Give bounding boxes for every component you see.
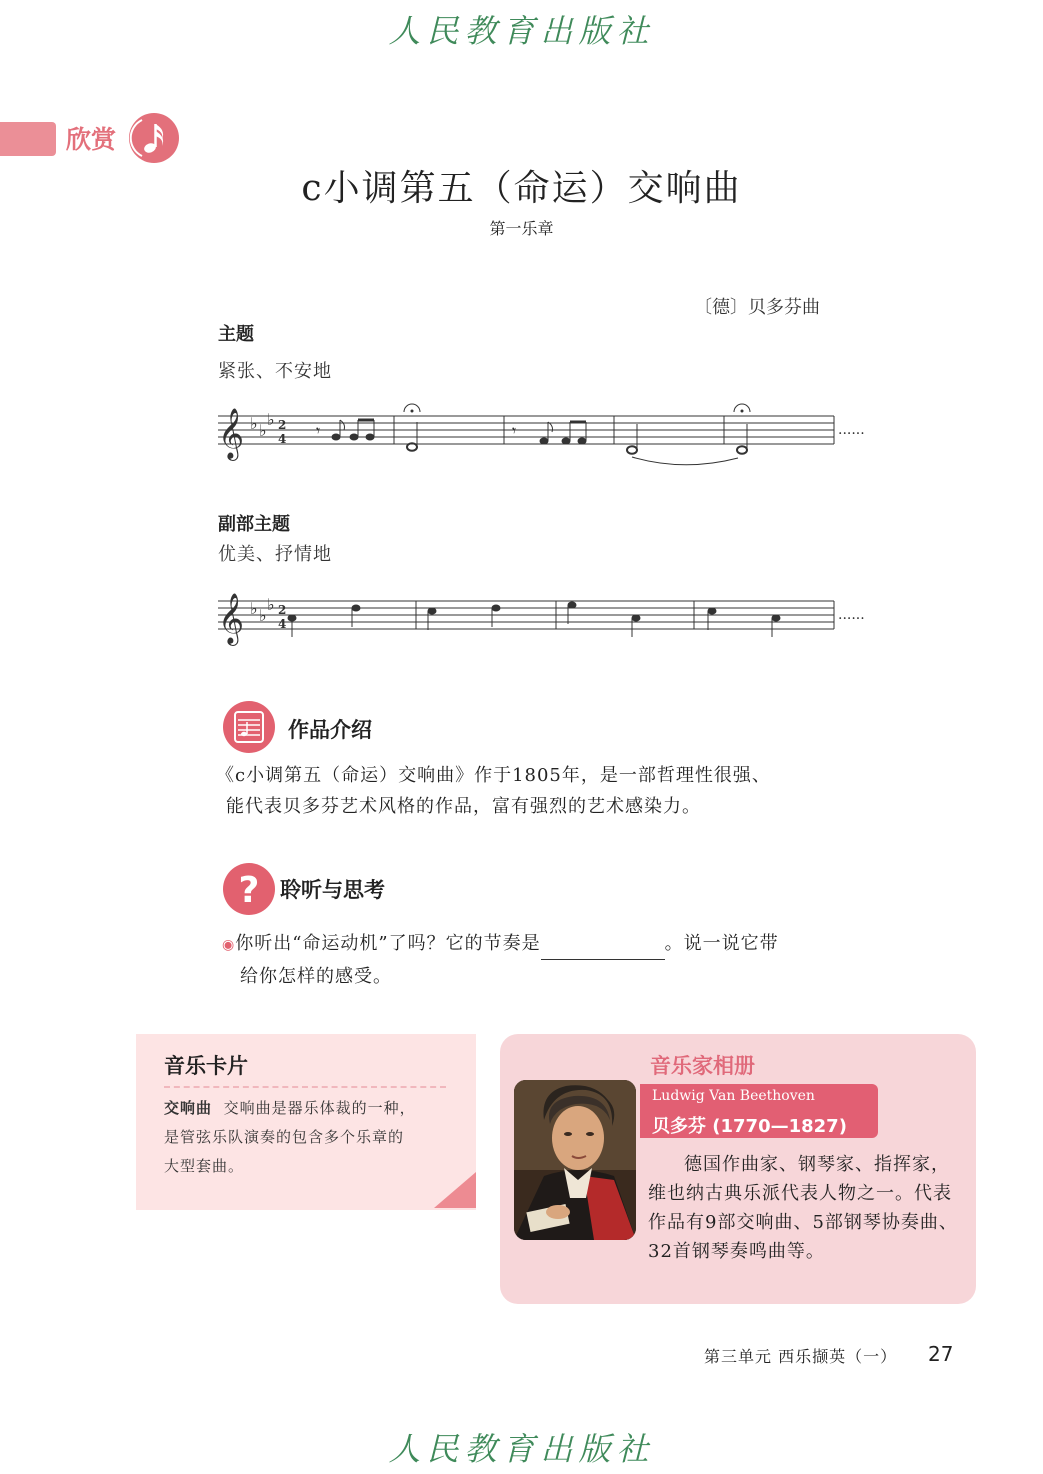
page-title: c小调第五（命运）交响曲 — [301, 168, 742, 209]
page-number: 27 — [928, 1342, 954, 1366]
svg-text:♭: ♭ — [250, 414, 258, 433]
music-card-body — [164, 1094, 454, 1181]
secondary-theme-staff — [214, 585, 874, 655]
svg-text:4: 4 — [278, 432, 287, 446]
svg-text:♭: ♭ — [250, 599, 258, 618]
footer-unit: 第三单元 西乐撷英（一） — [704, 1347, 898, 1366]
scroll-icon — [222, 700, 276, 754]
svg-text:♭: ♭ — [267, 595, 275, 614]
svg-text:......: ...... — [838, 607, 865, 623]
answer-blank — [541, 928, 665, 960]
svg-text:♭: ♭ — [259, 421, 267, 440]
intro-heading: 作品介绍 — [288, 718, 372, 742]
svg-text:♭: ♭ — [259, 606, 267, 625]
question-bullet: ◉ — [222, 937, 236, 953]
music-card-line-1: 交响曲是器乐体裁的一种， — [223, 1099, 416, 1117]
intro-line-1: 《c小调第五（命运）交响曲》作于1805年，是一部哲理性很强、 — [216, 765, 771, 786]
svg-text:𝄾: 𝄾 — [316, 421, 321, 440]
svg-text:2: 2 — [278, 418, 287, 432]
music-note-icon — [128, 112, 180, 164]
svg-text:♭: ♭ — [267, 410, 275, 429]
question-line-1b: 。说一说它带 — [664, 933, 779, 954]
page-subtitle: 第一乐章 — [489, 219, 554, 238]
question-line-2: 给你怎样的感受。 — [240, 966, 392, 987]
music-card-fold — [434, 1172, 476, 1208]
question-heading: 聆听与思考 — [280, 878, 385, 902]
composer-name-en: Ludwig Van Beethoven — [652, 1088, 815, 1104]
svg-text:𝄾: 𝄾 — [512, 421, 517, 440]
secondary-theme-heading: 副部主题 — [218, 514, 290, 535]
theme-tempo: 紧张、不安地 — [218, 361, 332, 382]
question-icon — [222, 862, 276, 916]
theme-staff — [214, 400, 874, 470]
svg-text:4: 4 — [278, 617, 287, 631]
publisher-logo-bottom: 人民教育出版社 — [388, 1430, 655, 1468]
svg-text:𝄞: 𝄞 — [218, 408, 245, 459]
music-card-line-2: 是管弦乐队演奏的包含多个乐章的 — [164, 1128, 405, 1146]
composer-card-body: 德国作曲家、钢琴家、指挥家，维也纳古典乐派代表人物之一。代表作品有9部交响曲、5部钢琴协奏曲、32首钢琴奏鸣曲等。 — [648, 1154, 958, 1262]
secondary-theme-tempo: 优美、抒情地 — [218, 544, 332, 565]
music-card-term: 交响曲 — [164, 1099, 213, 1117]
section-label: 欣赏 — [66, 125, 117, 154]
section-tab-bar — [0, 122, 56, 156]
music-card-line-3: 大型套曲。 — [164, 1157, 245, 1175]
music-card-divider — [164, 1086, 446, 1088]
composer-credit: 〔德〕贝多芬曲 — [694, 297, 820, 318]
composer-card-title: 音乐家相册 — [650, 1054, 755, 1078]
svg-text:?: ? — [238, 870, 260, 911]
svg-text:......: ...... — [838, 422, 865, 438]
beethoven-portrait — [514, 1080, 636, 1240]
publisher-logo-top: 人民教育出版社 — [388, 12, 655, 50]
svg-text:2: 2 — [278, 603, 287, 617]
intro-line-2: 能代表贝多芬艺术风格的作品，富有强烈的艺术感染力。 — [226, 796, 701, 817]
question-line-1a: 你听出“命运动机”了吗？它的节奏是 — [235, 933, 541, 954]
intro-paragraph — [216, 760, 856, 822]
svg-text:𝄞: 𝄞 — [218, 593, 245, 644]
composer-name-zh: 贝多芬 (1770—1827) — [652, 1116, 847, 1137]
question-paragraph — [222, 928, 882, 992]
theme-heading: 主题 — [218, 324, 254, 345]
music-card-title: 音乐卡片 — [164, 1054, 248, 1078]
